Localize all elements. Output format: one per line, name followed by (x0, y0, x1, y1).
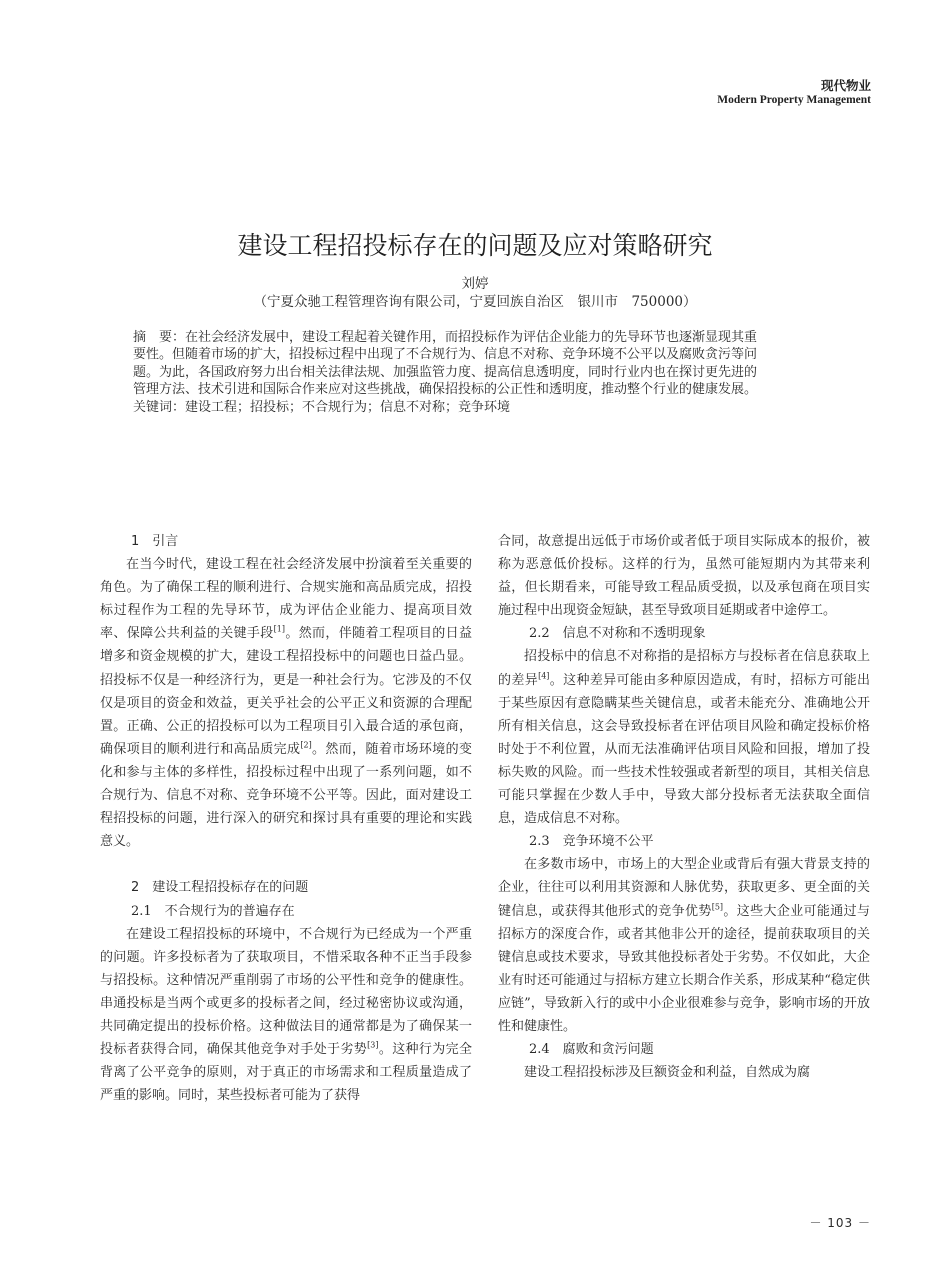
keywords-line: 关键词：建设工程；招投标；不合规行为；信息不对称；竞争环境 (133, 399, 511, 415)
page-number: － 103 － (809, 1216, 871, 1230)
journal-name-english: Modern Property Management (717, 94, 871, 106)
paragraph-unfair-competition (498, 853, 870, 1038)
paragraph-text: 。然而，随着市场环境的变化和参与主体的多样性，招投标过程中出现了一系列问题，如不合规行为、信息不对称、竞争环境不公平等。因此，面对建设工程招投标的问题，进行深入的研究和探讨具有重要的理论和实践意义。 (100, 741, 472, 850)
paragraph-text: 在建设工程招投标的环境中，不合规行为已经成为一个严重的问题。许多投标者为了获取项目，不惜采取各种不正当手段参与招投标。这种情况严重削弱了市场的公平性和竞争的健康性。串通投标是当两个或更多的投标者之间，经过秘密协议或沟通，共同确定提出的投标价格。这种做法目的通常都是为了确保某一投标者获得合同，确保其他竞争对手处于劣势 (100, 926, 472, 1058)
citation-marker: [2] (300, 740, 312, 750)
abstract-line: 题。为此，各国政府努力出台相关法律法规、加强监管力度、提高信息透明度，同时行业内也在探讨更先进的 (133, 364, 758, 380)
article-author: 刘婷 (461, 276, 489, 292)
running-header (717, 78, 871, 108)
abstract-block (133, 329, 855, 416)
left-column (100, 530, 472, 1107)
paragraph-text: 。这种差异可能由多种原因造成，有时，招标方可能出于某些原因有意隐瞒某些关键信息，或者未能充分、准确地公开所有相关信息，这会导致投标者在评估项目风险和确定投标价格时处于不利位置，从而无法准确评估项目风险和回报，增加了投标失败的风险。而一些技术性较强或者新型的项目，其相关信息可能只掌握在少数人手中，导致大部分投标者无法获取全面信息，造成信息不对称。 (498, 672, 870, 827)
abstract-line: 管理方法、技术引进和国际合作来应对这些挑战，确保招投标的公正性和透明度，推动整个行业的健康发展。 (133, 382, 758, 398)
journal-name-chinese: 现代物业 (820, 78, 871, 93)
citation-marker: [3] (367, 1040, 379, 1050)
abstract-line: 摘 要：在社会经济发展中，建设工程起着关键作用，而招投标作为评估企业能力的先导环节也逐渐显现其重 (133, 330, 758, 345)
paragraph-corruption: 建设工程招投标涉及巨额资金和利益，自然成为腐 (524, 1065, 811, 1081)
paragraph-text: 。然而，伴随着工程项目的日益增多和资金规模的扩大，建设工程招投标中的问题也日益凸显。招投标不仅是一种经济行为，更是一种社会行为。它涉及的不仅仅是项目的资金和效益，更关乎社会的公平正义和资源的合理配置。正确、公正的招投标可以为工程项目引入最合适的承包商，确保项目的顺利进行和高品质完成 (100, 626, 472, 757)
section-gap (100, 853, 472, 876)
subsection-heading-noncompliance: 2.1 不合规行为的普遍存在 (131, 903, 295, 919)
paragraph-information-asymmetry (498, 645, 870, 830)
subsection-heading-unfair-competition: 2.3 竞争环境不公平 (529, 834, 654, 850)
subsection-heading-information-asymmetry: 2.2 信息不对称和不透明现象 (529, 626, 706, 642)
citation-marker: [5] (711, 902, 724, 912)
paragraph-text: 。这种行为完全背离了公平竞争的原则，对于真正的市场需求和工程质量造成了严重的影响。同时，某些投标者可能为了获得 (100, 1042, 472, 1104)
paragraph-noncompliance (100, 923, 472, 1108)
author-affiliation: （宁夏众驰工程管理咨询有限公司，宁夏回族自治区 银川市 750000） (253, 294, 697, 310)
section-heading-problems: 2 建设工程招投标存在的问题 (131, 880, 309, 896)
abstract-line: 要性。但随着市场的扩大，招投标过程中出现了不合规行为、信息不对称、竞争环境不公平以及腐败贪污等问 (133, 347, 758, 363)
paragraph-text: 在当今时代，建设工程在社会经济发展中扮演着至关重要的角色。为了确保工程的顺利进行、合规实施和高品质完成，招投标过程作为工程的先导环节，成为评估企业能力、提高项目效率、保障公共利益的关键手段 (100, 557, 472, 642)
citation-marker: [4] (538, 671, 550, 681)
subsection-heading-corruption: 2.4 腐败和贪污问题 (529, 1042, 654, 1058)
paragraph-noncompliance-continued: 合同，故意提出远低于市场价或者低于项目实际成本的报价，被称为恶意低价投标。这样的行为，虽然可能短期内为其带来利益，但长期看来，可能导致工程品质受损，以及承包商在项目实施过程中出现资金短缺，甚至导致项目延期或者中途停工。 (498, 534, 870, 619)
paragraph-introduction (100, 553, 472, 853)
paragraph-text: 在多数市场中，市场上的大型企业或背后有强大背景支持的企业，往往可以利用其资源和人脉优势，获取更多、更全面的关键信息，或获得其他形式的竞争优势 (498, 857, 870, 919)
section-heading-introduction: 1 引言 (131, 534, 179, 549)
article-title: 建设工程招投标存在的问题及应对策略研究 (237, 231, 713, 260)
citation-marker: [1] (273, 625, 285, 635)
right-column (498, 530, 870, 1084)
paragraph-text: 招投标中的信息不对称指的是招标方与投标者在信息获取上的差异 (498, 649, 870, 688)
paragraph-text: 。这些大企业可能通过与招标方的深度合作，或者其他非公开的途径，提前获取项目的关键信息或技术要求，导致其他投标者处于劣势。不仅如此，大企业有时还可能通过与招标方建立长期合作关系，形成某种“稳定供应链”，导致新入行的或中小企业很难参与竞争，影响市场的开放性和健康性。 (498, 903, 870, 1034)
